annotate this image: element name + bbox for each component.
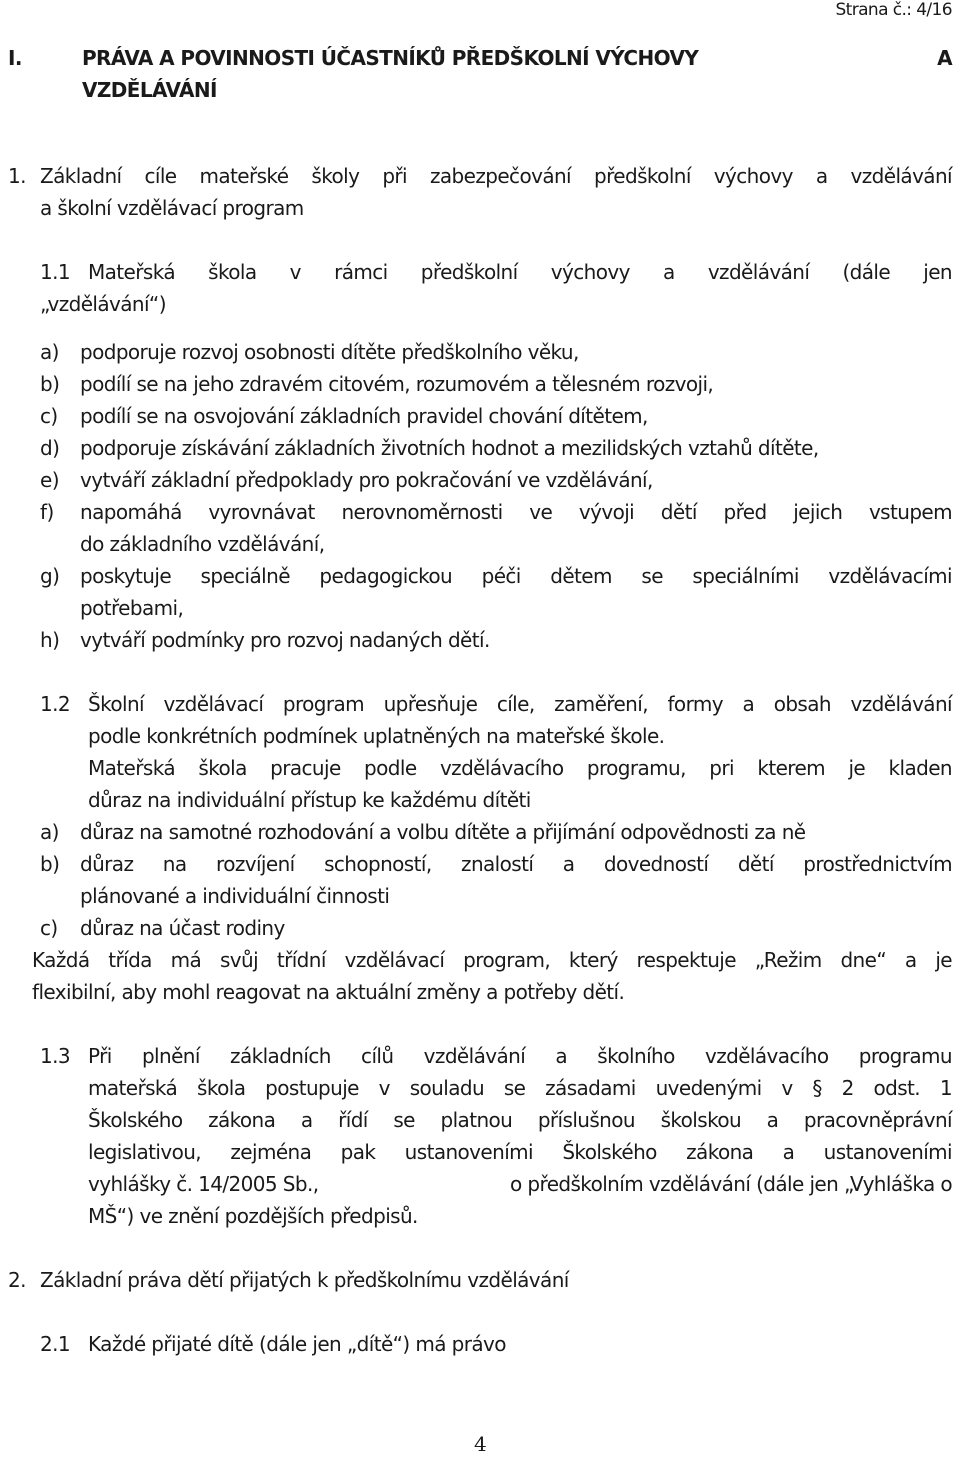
subsection-2-number: 2. <box>8 1268 26 1292</box>
list-item-label: d) <box>40 436 60 460</box>
list-item-text: podílí se na jeho zdravém citovém, rozumovém a tělesném rozvoji, <box>80 372 714 396</box>
paragraph-1-2-number: 1.2 <box>40 692 71 716</box>
list-item-continuation: potřebami, <box>80 596 184 620</box>
paragraph-1-1-line1: Mateřská škola v rámci předškolní výchovy a vzdělávání (dále jen <box>88 260 952 284</box>
list-item-label: c) <box>40 404 58 428</box>
section-heading-line1-end: A <box>937 46 952 70</box>
paragraph-1-3-line: legislativou, zejména pak ustanoveními Školského zákona a ustanoveními <box>88 1140 952 1164</box>
list-item-label: b) <box>40 372 60 396</box>
list-item-text: podílí se na osvojování základních pravidel chování dítětem, <box>80 404 648 428</box>
subsection-1-title-line2: a školní vzdělávací program <box>40 196 304 220</box>
list-item-text: vytváří podmínky pro rozvoj nadaných dětí. <box>80 628 490 652</box>
paragraph-1-2-line1: Školní vzdělávací program upřesňuje cíle, zaměření, formy a obsah vzdělávání <box>88 692 952 716</box>
list-item-text: podporuje získávání základních životních hodnot a mezilidských vztahů dítěte, <box>80 436 819 460</box>
paragraph-1-3-line6: MŠ“) ve znění pozdějších předpisů. <box>88 1204 418 1228</box>
page-label: Strana č.: 4/16 <box>835 0 952 20</box>
list-item-text: podporuje rozvoj osobnosti dítěte předškolního věku, <box>80 340 579 364</box>
paragraph-1-3-line: mateřská škola postupuje v souladu se zásadami uvedenými v § 2 odst. 1 <box>88 1076 952 1100</box>
list-item-label: c) <box>40 916 58 940</box>
paragraph-1-1-line2: „vzdělávání“) <box>40 292 166 316</box>
paragraph-1-2-line3: Mateřská škola pracuje podle vzdělávacího programu, pri kterem je kladen <box>88 756 952 780</box>
list-item-label: f) <box>40 500 54 524</box>
list-item-label: b) <box>40 852 60 876</box>
subsection-2-title: Základní práva dětí přijatých k předškolnímu vzdělávání <box>40 1268 569 1292</box>
list-item-text: důraz na rozvíjení schopností, znalostí a dovedností dětí prostřednictvím <box>80 852 952 876</box>
subsection-1-number: 1. <box>8 164 26 188</box>
section-heading-line1: PRÁVA A POVINNOSTI ÚČASTNÍKŮ PŘEDŠKOLNÍ VÝCHOVY <box>82 46 699 70</box>
list-item-label: h) <box>40 628 60 652</box>
paragraph-2-1-number: 2.1 <box>40 1332 71 1356</box>
paragraph-1-3-line: Při plnění základních cílů vzdělávání a školního vzdělávacího programu <box>88 1044 952 1068</box>
subsection-1-title-line1: Základní cíle mateřské školy při zabezpečování předškolní výchovy a vzdělávání <box>40 164 952 188</box>
list-item-label: e) <box>40 468 59 492</box>
list-item-text: důraz na samotné rozhodování a volbu dítěte a přijímání odpovědnosti za ně <box>80 820 806 844</box>
list-item-text: poskytuje speciálně pedagogickou péči dětem se speciálními vzdělávacími <box>80 564 952 588</box>
paragraph-1-3-line5-start: vyhlášky č. 14/2005 Sb., <box>88 1172 319 1196</box>
list-item-label: g) <box>40 564 60 588</box>
paragraph-1-2-line2: podle konkrétních podmínek uplatněných na mateřské škole. <box>88 724 665 748</box>
paragraph-1-3-line: Školského zákona a řídí se platnou příslušnou školskou a pracovněprávní <box>88 1108 952 1132</box>
class-program-paragraph-line2: flexibilní, aby mohl reagovat na aktuální změny a potřeby dětí. <box>32 980 625 1004</box>
paragraph-1-1-number: 1.1 <box>40 260 71 284</box>
list-item-continuation: plánované a individuální činnosti <box>80 884 390 908</box>
list-item-continuation: do základního vzdělávání, <box>80 532 325 556</box>
class-program-paragraph-line1: Každá třída má svůj třídní vzdělávací program, který respektuje „Režim dne“ a je <box>32 948 952 972</box>
list-item-label: a) <box>40 340 59 364</box>
section-heading-number: I. <box>8 46 22 70</box>
paragraph-2-1-text: Každé přijaté dítě (dále jen „dítě“) má právo <box>88 1332 506 1356</box>
paragraph-1-2-line4: důraz na individuální přístup ke každému dítěti <box>88 788 531 812</box>
section-heading-line2: VZDĚLÁVÁNÍ <box>82 78 217 102</box>
list-item-text: vytváří základní předpoklady pro pokračování ve vzdělávání, <box>80 468 653 492</box>
paragraph-1-3-line5-end: o předškolním vzdělávání (dále jen „Vyhláška o <box>510 1172 952 1196</box>
list-item-text: důraz na účast rodiny <box>80 916 285 940</box>
list-item-text: napomáhá vyrovnávat nerovnoměrnosti ve vývoji dětí před jejich vstupem <box>80 500 952 524</box>
paragraph-1-3-number: 1.3 <box>40 1044 71 1068</box>
footer-page-number: 4 <box>473 1432 487 1456</box>
list-item-label: a) <box>40 820 59 844</box>
